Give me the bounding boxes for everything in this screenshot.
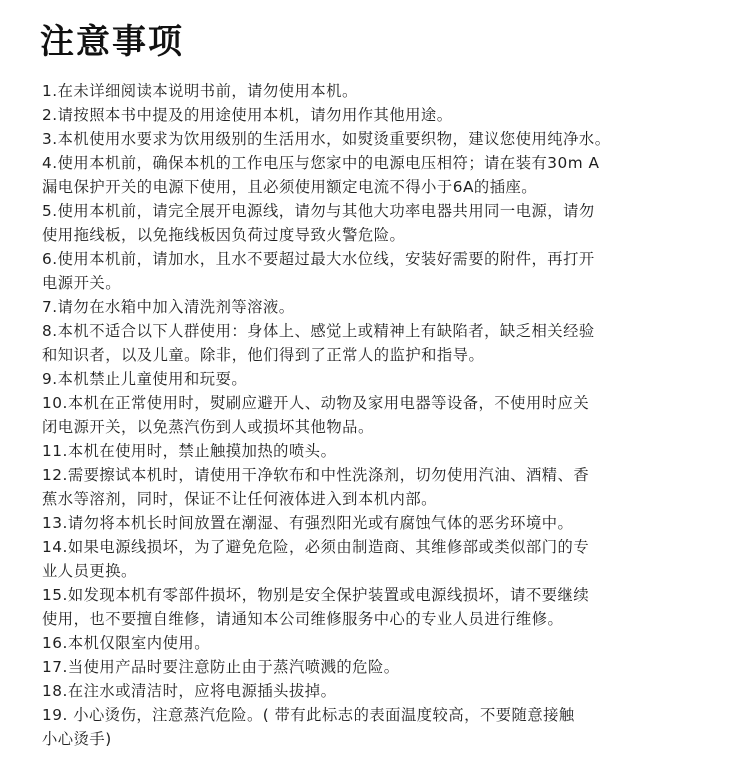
- notice-line: 和知识者，以及儿童。除非，他们得到了正常人的监护和指导。: [42, 346, 485, 364]
- notice-line: 6.使用本机前，请加水，且水不要超过最大水位线，安装好需要的附件，再打开: [42, 250, 595, 268]
- notice-line: 蕉水等溶剂，同时，保证不让任何液体进入到本机内部。: [42, 490, 437, 508]
- notice-line: 7.请勿在水箱中加入清洗剂等溶液。: [42, 298, 295, 316]
- notice-line: 10.本机在正常使用时，熨刷应避开人、动物及家用电器等设备，不使用时应关: [42, 394, 590, 412]
- notice-line: 8.本机不适合以下人群使用：身体上、感觉上或精神上有缺陷者，缺乏相关经验: [42, 322, 595, 340]
- notice-line: 15.如发现本机有零部件损坏，物别是安全保护装置或电源线损坏，请不要继续: [42, 586, 590, 604]
- notice-line: 18.在注水或清洁时，应将电源插头拔掉。: [42, 682, 337, 700]
- notice-line: 11.本机在使用时，禁止触摸加热的喷头。: [42, 442, 337, 460]
- notice-line: 小心烫手): [42, 730, 112, 748]
- notice-list: [42, 79, 732, 751]
- notice-line: 16.本机仅限室内使用。: [42, 634, 210, 652]
- notice-line: 使用拖线板，以免拖线板因负荷过度导致火警危险。: [42, 226, 406, 244]
- notice-line: 业人员更换。: [42, 562, 137, 580]
- notice-line: 使用，也不要擅自维修，请通知本公司维修服务中心的专业人员进行维修。: [42, 610, 564, 628]
- notice-line: 漏电保护开关的电源下使用，且必须使用额定电流不得小于6A的插座。: [42, 178, 538, 196]
- notice-line: 13.请勿将本机长时间放置在潮湿、有强烈阳光或有腐蚀气体的恶劣环境中。: [42, 514, 574, 532]
- notice-line: 4.使用本机前，确保本机的工作电压与您家中的电源电压相符；请在装有30m A: [42, 154, 600, 172]
- notice-line: 12.需要擦试本机时，请使用干净软布和中性洗涤剂，切勿使用汽油、酒精、香: [42, 466, 590, 484]
- notice-line: 14.如果电源线损坏，为了避免危险，必须由制造商、其维修部或类似部门的专: [42, 538, 590, 556]
- notice-line: 5.使用本机前，请完全展开电源线，请勿与其他大功率电器共用同一电源，请勿: [42, 202, 595, 220]
- notice-line: 电源开关。: [42, 274, 121, 292]
- notice-line: 2.请按照本书中提及的用途使用本机，请勿用作其他用途。: [42, 106, 453, 124]
- notice-line: 闭电源开关，以免蒸汽伤到人或损坏其他物品。: [42, 418, 374, 436]
- notice-line: 9.本机禁止儿童使用和玩耍。: [42, 370, 248, 388]
- notice-line: 17.当使用产品时要注意防止由于蒸汽喷溅的危险。: [42, 658, 400, 676]
- notice-line: 1.在未详细阅读本说明书前，请勿使用本机。: [42, 82, 358, 100]
- notice-line: 19. 小心烫伤，注意蒸汽危险。( 带有此标志的表面温度较高，不要随意接触: [42, 706, 575, 724]
- page-title: 注意事项: [40, 22, 184, 62]
- notice-line: 3.本机使用水要求为饮用级别的生活用水，如熨烫重要织物，建议您使用纯净水。: [42, 130, 611, 148]
